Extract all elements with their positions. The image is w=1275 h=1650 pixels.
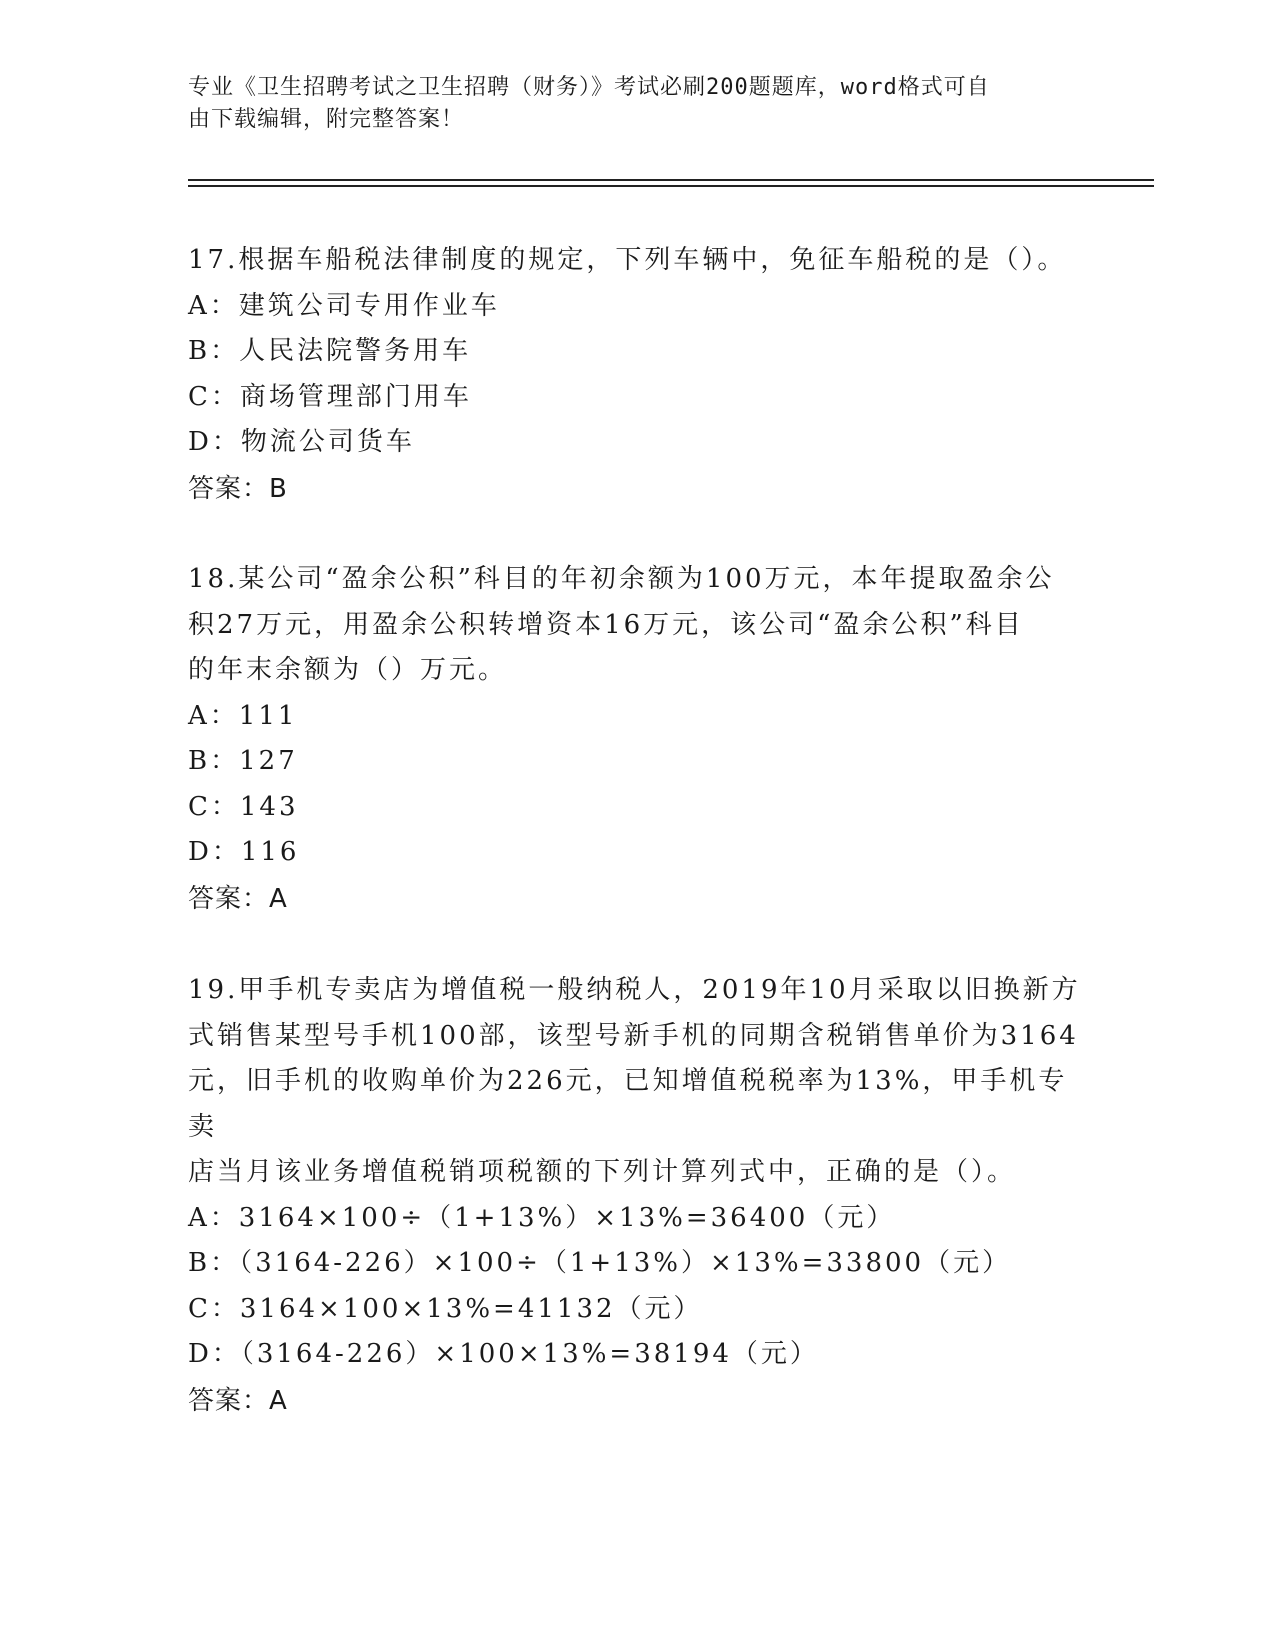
question-19 [188,968,1088,1424]
header-line-1: 专业《卫生招聘考试之卫生招聘（财务）》考试必刷200题题库，word格式可自 [188,75,990,100]
option-b: B：（3164-226）×100÷（1+13%）×13%=33800（元） [188,1248,1012,1278]
header-line-2: 由下载编辑，附完整答案！ [188,107,465,132]
question-stem-line: 店当月该业务增值税销项税额的下列计算列式中，正确的是（）。 [188,1157,1017,1187]
question-stem-line: 18.某公司“盈余公积”科目的年初余额为100万元，本年提取盈余公 [188,564,1055,594]
option-b: B：人民法院警务用车 [188,336,472,366]
answer-label: 答案：B [188,473,288,504]
option-d: D：（3164-226）×100×13%=38194（元） [188,1339,819,1369]
header-divider-top [188,179,1154,181]
question-stem-line: 式销售某型号手机100部，该型号新手机的同期含税销售单价为3164 [188,1020,1079,1051]
question-stem-line: 元，旧手机的收购单价为226元，已知增值税税率为13%，甲手机专卖 [188,1066,1068,1142]
question-stem-line: 17.根据车船税法律制度的规定，下列车辆中，免征车船税的是（）。 [188,245,1067,275]
option-a: A：111 [188,700,298,731]
question-stem-line: 19.甲手机专卖店为增值税一般纳税人，2019年10月采取以旧换新方 [188,975,1081,1005]
question-17 [188,238,1088,512]
option-d: D：116 [188,837,300,867]
answer-label: 答案：A [188,1385,288,1416]
header-divider-bottom [188,185,1154,187]
option-c: C：143 [188,791,299,822]
question-stem-line: 积27万元，用盈余公积转增资本16万元，该公司“盈余公积”科目 [188,609,1024,640]
option-c: C：商场管理部门用车 [188,381,472,412]
answer-label: 答案：A [188,883,288,914]
question-18 [188,557,1088,922]
option-d: D：物流公司货车 [188,427,415,457]
option-c: C：3164×100×13%=41132（元） [188,1293,703,1324]
option-b: B：127 [188,746,298,776]
option-a: A：3164×100÷（1+13%）×13%=36400（元） [188,1202,896,1233]
document-header [188,72,1088,136]
question-stem-line: 的年末余额为（）万元。 [188,655,508,685]
option-a: A：建筑公司专用作业车 [188,290,500,321]
